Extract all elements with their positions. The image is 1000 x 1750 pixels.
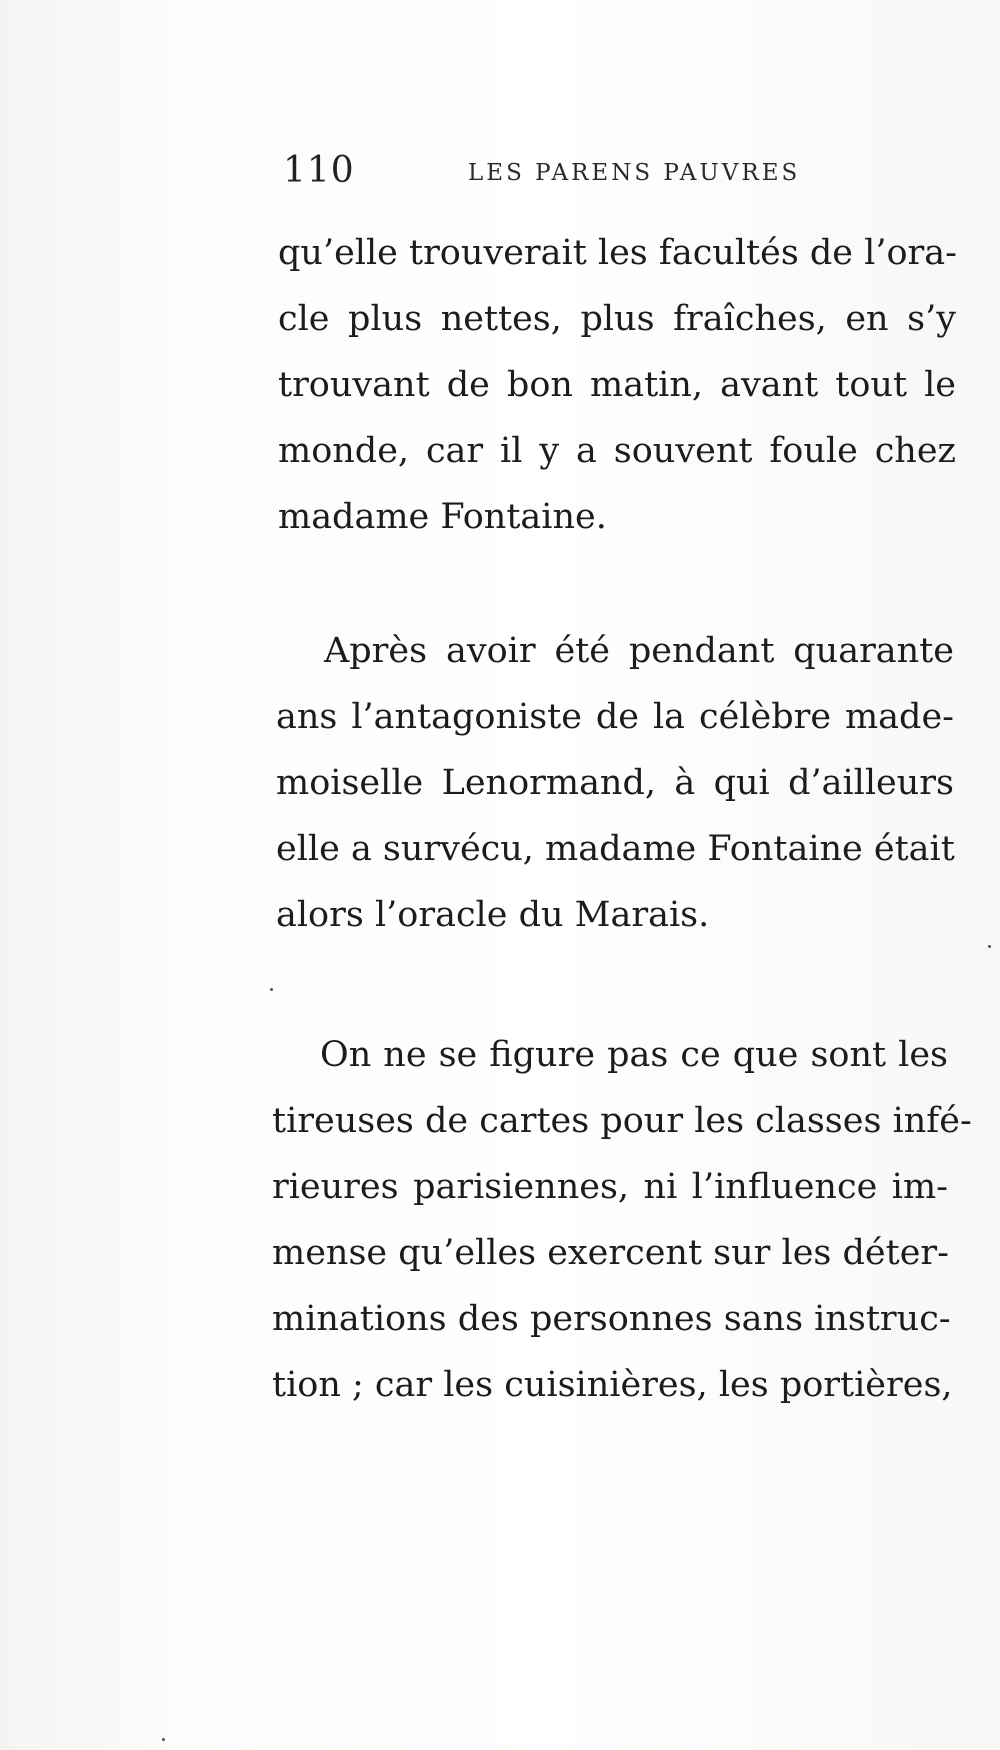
text-line: ans l’antagoniste de la célèbre made- [276,697,954,737]
text-line: qu’elle trouverait les facultés de l’ora- [278,233,957,273]
running-title: LES PARENS PAUVRES [468,160,801,186]
text-line: elle a survécu, madame Fontaine était [276,829,955,869]
text-line: mense qu’elles exercent sur les déter- [272,1233,949,1273]
page-number: 110 [283,150,355,191]
text-line: alors l’oracle du Marais. [276,895,710,935]
text-line: tion ; car les cuisinières, les portières, [272,1365,953,1405]
text-line: trouvant de bon matin, avant tout le [278,365,956,405]
paper-speck [988,945,991,948]
text-line: rieures parisiennes, ni l’influence im- [272,1167,948,1207]
paragraph-3 [272,1022,972,1418]
page-header [283,150,963,200]
paragraph-2 [276,618,954,948]
text-line: Après avoir été pendant quarante [324,631,954,671]
text-line: moiselle Lenormand, à qui d’ailleurs [276,763,954,803]
text-line: On ne se figure pas ce que sont les [320,1035,948,1075]
text-line: cle plus nettes, plus fraîches, en s’y [278,299,956,339]
text-line: minations des personnes sans instruc- [272,1299,951,1339]
paragraph-1 [278,220,956,550]
paper-speck [162,1738,165,1741]
text-line: monde, car il y a souvent foule chez [278,431,956,471]
text-line: madame Fontaine. [278,497,607,537]
paper-speck [270,988,273,991]
text-line: tireuses de cartes pour les classes infé- [272,1101,972,1141]
